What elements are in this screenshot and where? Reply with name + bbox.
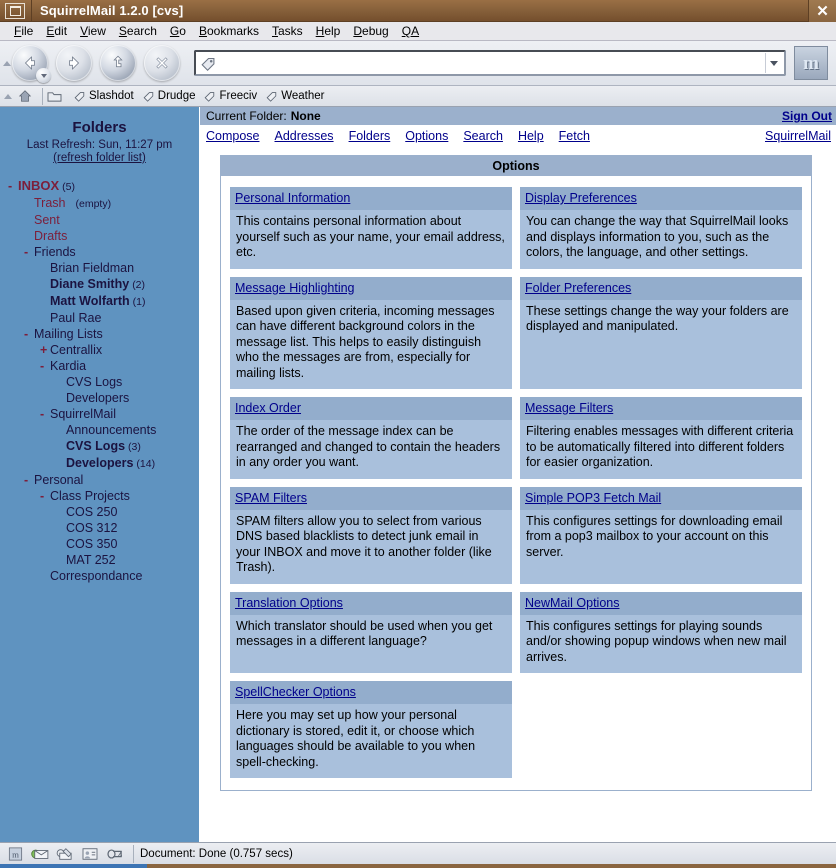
current-folder-value: None: [290, 109, 321, 123]
folder-row: [2, 552, 197, 568]
collapse-icon[interactable]: -: [24, 473, 29, 487]
bookmark-label: Freeciv: [219, 90, 258, 102]
option-link[interactable]: Index Order: [235, 401, 302, 415]
option-link[interactable]: Message Filters: [525, 401, 614, 415]
collapse-icon[interactable]: -: [24, 245, 29, 259]
nav-link-fetch[interactable]: Fetch: [558, 129, 590, 143]
url-bar[interactable]: [194, 50, 786, 76]
option-cell-header: [520, 397, 802, 420]
folder-row: [2, 422, 197, 438]
status-divider: [133, 845, 134, 863]
close-icon[interactable]: ✕: [808, 0, 836, 22]
folder-unread-count: (3): [128, 441, 141, 453]
folder-row: [2, 438, 197, 455]
option-cell: [230, 487, 512, 584]
menu-item-view[interactable]: View: [80, 24, 106, 38]
bookmark-label: Weather: [281, 90, 325, 102]
reload-arrow-icon: [109, 54, 127, 72]
status-bar: [0, 842, 836, 864]
nav-link-folders[interactable]: Folders: [348, 129, 391, 143]
menu-item-search[interactable]: Search: [118, 24, 157, 38]
option-link[interactable]: Simple POP3 Fetch Mail: [525, 490, 662, 505]
option-cell-header: [230, 592, 512, 615]
refresh-folder-list-link[interactable]: (refresh folder list): [53, 152, 146, 164]
url-input[interactable]: [220, 53, 765, 73]
menu-item-bookmarks[interactable]: Bookmarks: [198, 24, 259, 38]
main-frame: [200, 107, 836, 842]
expand-icon[interactable]: +: [40, 343, 48, 357]
folder-empty-link[interactable]: (empty): [75, 198, 112, 210]
folder-row: [2, 178, 197, 195]
folder-link[interactable]: Brian Fieldman: [50, 261, 135, 275]
folder-link[interactable]: Sent: [34, 213, 60, 227]
folder-link[interactable]: MAT 252: [66, 553, 116, 567]
folder-link[interactable]: Developers: [66, 391, 130, 405]
bookmark-folder[interactable]: [47, 90, 65, 103]
folder-link[interactable]: SquirrelMail: [50, 407, 116, 421]
collapse-icon[interactable]: -: [24, 327, 29, 341]
bookmark-icon: [203, 90, 216, 102]
url-dropdown-icon[interactable]: [765, 53, 782, 73]
option-description: Here you may set up how your personal dictionary is stored, edit it, or choose which languages should be available to you when spell-checking.: [236, 708, 476, 769]
folder-row: [2, 195, 197, 212]
folder-row: [2, 520, 197, 536]
bookmark-icon: [265, 90, 278, 102]
nav-link-addresses[interactable]: Addresses: [274, 129, 334, 143]
folder-row: [2, 568, 197, 584]
option-cell: [230, 187, 512, 269]
options-panel: [220, 155, 812, 791]
bookmark-toolbar-grip[interactable]: [2, 94, 14, 99]
option-link[interactable]: Message Highlighting: [235, 280, 355, 295]
bookmark-icon: [142, 90, 155, 102]
folder-row: [2, 260, 197, 276]
window-title: SquirrelMail 1.2.0 [cvs]: [40, 3, 184, 18]
folder-link[interactable]: CVS Logs: [66, 375, 123, 389]
collapse-icon[interactable]: -: [40, 407, 45, 421]
option-cell: [520, 187, 802, 269]
current-folder-bar: [200, 107, 836, 125]
folder-link[interactable]: Diane Smithy: [50, 277, 130, 291]
navigation-toolbar: [0, 41, 836, 86]
folder-row: [2, 536, 197, 552]
folder-link[interactable]: COS 350: [66, 537, 118, 551]
options-grid: [221, 177, 811, 790]
restore-icon[interactable]: [5, 3, 25, 19]
toolbar-grip[interactable]: [2, 41, 12, 85]
option-cell-header: [230, 681, 512, 704]
security-lock-icon[interactable]: [104, 845, 126, 863]
folder-link[interactable]: Personal: [34, 473, 84, 487]
option-description: Which translator should be used when you get messages in a different language?: [236, 618, 493, 648]
folder-row: [2, 342, 197, 358]
home-icon[interactable]: [14, 87, 36, 106]
option-description: This configures settings for downloading email from a pop3 mailbox to your account on this server.: [526, 513, 783, 559]
personal-toolbar: [0, 86, 836, 107]
back-arrow-icon: [21, 54, 39, 72]
sign-out-link[interactable]: Sign Out: [782, 109, 832, 123]
option-description: This contains personal information about yourself such as your name, your email address, etc.: [236, 214, 505, 259]
folder-link[interactable]: Class Projects: [50, 489, 130, 503]
option-description: You can change the way that SquirrelMail looks and displays information to you, such as the colors, the language, and other settings.: [526, 214, 789, 259]
folder-row: [2, 310, 197, 326]
menu-item-go[interactable]: Go: [169, 24, 186, 38]
last-refresh-text: Last Refresh: Sun, 11:27 pm: [26, 139, 173, 151]
folder-link[interactable]: Mailing Lists: [34, 327, 103, 341]
menu-item-debug[interactable]: Debug: [353, 24, 389, 38]
nav-link-search[interactable]: Search: [463, 129, 503, 143]
folder-unread-count: (2): [132, 279, 146, 291]
option-link[interactable]: Folder Preferences: [525, 280, 632, 295]
mail-icon[interactable]: [29, 845, 51, 863]
bookmark-item-drudge[interactable]: [142, 90, 196, 102]
forward-arrow-icon: [65, 54, 83, 72]
option-cell-header: [230, 187, 512, 210]
folder-link[interactable]: Trash: [34, 196, 66, 210]
option-cell: [230, 277, 512, 390]
menu-label-file: ile: [21, 24, 34, 38]
folder-link[interactable]: Correspondance: [50, 569, 143, 583]
back-button[interactable]: [12, 45, 48, 81]
option-cell-header: [520, 592, 802, 615]
stop-button[interactable]: [144, 45, 180, 81]
folder-row: [2, 455, 197, 472]
bookmark-label: Slashdot: [89, 90, 134, 102]
folder-unread-count: (1): [132, 296, 146, 308]
status-text: Document: Done (0.757 secs): [140, 847, 293, 860]
option-cell-header: [520, 277, 802, 300]
current-folder-label: Current Folder:: [206, 109, 287, 123]
folder-row: [2, 228, 197, 244]
folder-icon: [47, 90, 62, 103]
folder-row: [2, 406, 197, 422]
menu-item-file[interactable]: File: [14, 24, 34, 38]
option-description: The order of the message index can be rearranged and changed to contain the headers in any order you want.: [236, 424, 501, 469]
squirrelmail-brand-link[interactable]: SquirrelMail: [765, 129, 831, 143]
compose-icon[interactable]: [54, 845, 76, 863]
menu-item-help[interactable]: Help: [315, 24, 341, 38]
option-cell-header: [230, 397, 512, 420]
folder-link[interactable]: Centrallix: [50, 343, 103, 357]
folder-row: [2, 244, 197, 260]
option-cell-header: [230, 487, 512, 510]
folder-link[interactable]: INBOX: [18, 178, 60, 193]
folder-unread-count: (14): [136, 458, 156, 470]
option-description: These settings change the way your folders are displayed and manipulated.: [526, 303, 789, 333]
option-link[interactable]: Translation Options: [235, 595, 343, 610]
option-link[interactable]: NewMail Options: [525, 595, 620, 610]
folder-link[interactable]: Paul Rae: [50, 311, 102, 325]
page-content: [0, 107, 836, 842]
option-description: SPAM filters allow you to select from various DNS based blacklists to detect junk email in your INBOX and move it to another folder (like Trash).: [236, 513, 492, 574]
svg-text:m: m: [11, 849, 19, 859]
forward-button[interactable]: [56, 45, 92, 81]
option-cell-header: [230, 277, 512, 300]
folder-link[interactable]: Developers: [66, 456, 134, 470]
bookmark-item-freeciv[interactable]: [203, 90, 257, 102]
nav-link-options[interactable]: Options: [405, 129, 449, 143]
stop-x-icon: [153, 54, 171, 72]
folders-heading: Folders: [72, 119, 127, 136]
menu-item-edit[interactable]: Edit: [46, 24, 68, 38]
address-book-icon[interactable]: [79, 845, 101, 863]
reload-button[interactable]: [100, 45, 136, 81]
folder-link[interactable]: Kardia: [50, 359, 87, 373]
folder-link[interactable]: COS 312: [66, 521, 118, 535]
collapse-icon[interactable]: -: [40, 359, 45, 373]
nav-link-help[interactable]: Help: [517, 129, 544, 143]
folder-link[interactable]: Drafts: [34, 229, 68, 243]
option-link[interactable]: Display Preferences: [525, 191, 637, 205]
collapse-icon[interactable]: -: [40, 489, 45, 503]
option-cell: [520, 277, 802, 390]
bookmark-item-slashdot[interactable]: [73, 90, 134, 102]
folder-link[interactable]: COS 250: [66, 505, 118, 519]
option-cell: [520, 487, 802, 584]
folder-unread-count: (5): [62, 181, 76, 193]
bookmark-item-weather[interactable]: [265, 90, 324, 102]
folder-list-frame: [0, 107, 200, 842]
folder-link[interactable]: CVS Logs: [66, 439, 126, 453]
folder-row: [2, 276, 197, 293]
menu-item-tasks[interactable]: Tasks: [271, 24, 303, 38]
folder-row: [2, 374, 197, 390]
folder-row: [2, 390, 197, 406]
folder-tree: [2, 178, 197, 584]
bookmark-icon: [73, 90, 86, 102]
option-cell-header: [520, 487, 802, 510]
collapse-icon[interactable]: -: [8, 179, 13, 193]
folder-link[interactable]: Friends: [34, 245, 76, 259]
option-cell-empty: [520, 681, 802, 778]
folder-row: [2, 504, 197, 520]
title-divider: [31, 0, 32, 22]
mozilla-throbber-button[interactable]: [794, 46, 828, 80]
options-panel-title: Options: [221, 156, 811, 177]
mozilla-m-icon: m: [803, 52, 819, 74]
mozilla-icon[interactable]: [4, 845, 26, 863]
option-description: Filtering enables messages with different criteria to be automatically filtered into different folders for easier organization.: [526, 424, 794, 469]
bookmark-tag-icon: [199, 54, 218, 72]
option-cell: [230, 592, 512, 674]
menu-bar: [0, 22, 836, 41]
folder-row: [2, 326, 197, 342]
back-dropdown-icon[interactable]: [36, 68, 51, 83]
option-link[interactable]: Personal Information: [235, 191, 351, 205]
folder-link[interactable]: Matt Wolfarth: [50, 294, 130, 308]
folder-row: [2, 293, 197, 310]
option-cell: [520, 592, 802, 674]
menu-item-qa[interactable]: QA: [401, 24, 420, 38]
folder-link[interactable]: Announcements: [66, 423, 157, 437]
option-description: Based upon given criteria, incoming messages can have different background colors in the message list. This helps to easily distinguish who the messages are from, especially for mailing lists.: [236, 303, 495, 380]
option-cell: [230, 681, 512, 778]
nav-link-compose[interactable]: Compose: [206, 129, 260, 143]
folder-row: [2, 472, 197, 488]
option-cell: [230, 397, 512, 479]
svg-text:Z: Z: [117, 849, 123, 859]
option-cell-header: [520, 187, 802, 210]
option-link[interactable]: SpellChecker Options: [235, 685, 356, 699]
bookmark-label: Drudge: [157, 90, 196, 102]
nav-links-bar: [200, 125, 836, 147]
folder-row: [2, 488, 197, 504]
toolbar-divider: [42, 88, 43, 105]
option-cell: [520, 397, 802, 479]
folder-row: [2, 358, 197, 374]
title-bar: [0, 0, 836, 22]
option-link[interactable]: SPAM Filters: [235, 490, 307, 505]
folder-row: [2, 212, 197, 228]
option-description: This configures settings for playing sounds and/or showing popup windows when new mail arrives.: [526, 618, 787, 664]
progress-strip: [0, 864, 147, 868]
